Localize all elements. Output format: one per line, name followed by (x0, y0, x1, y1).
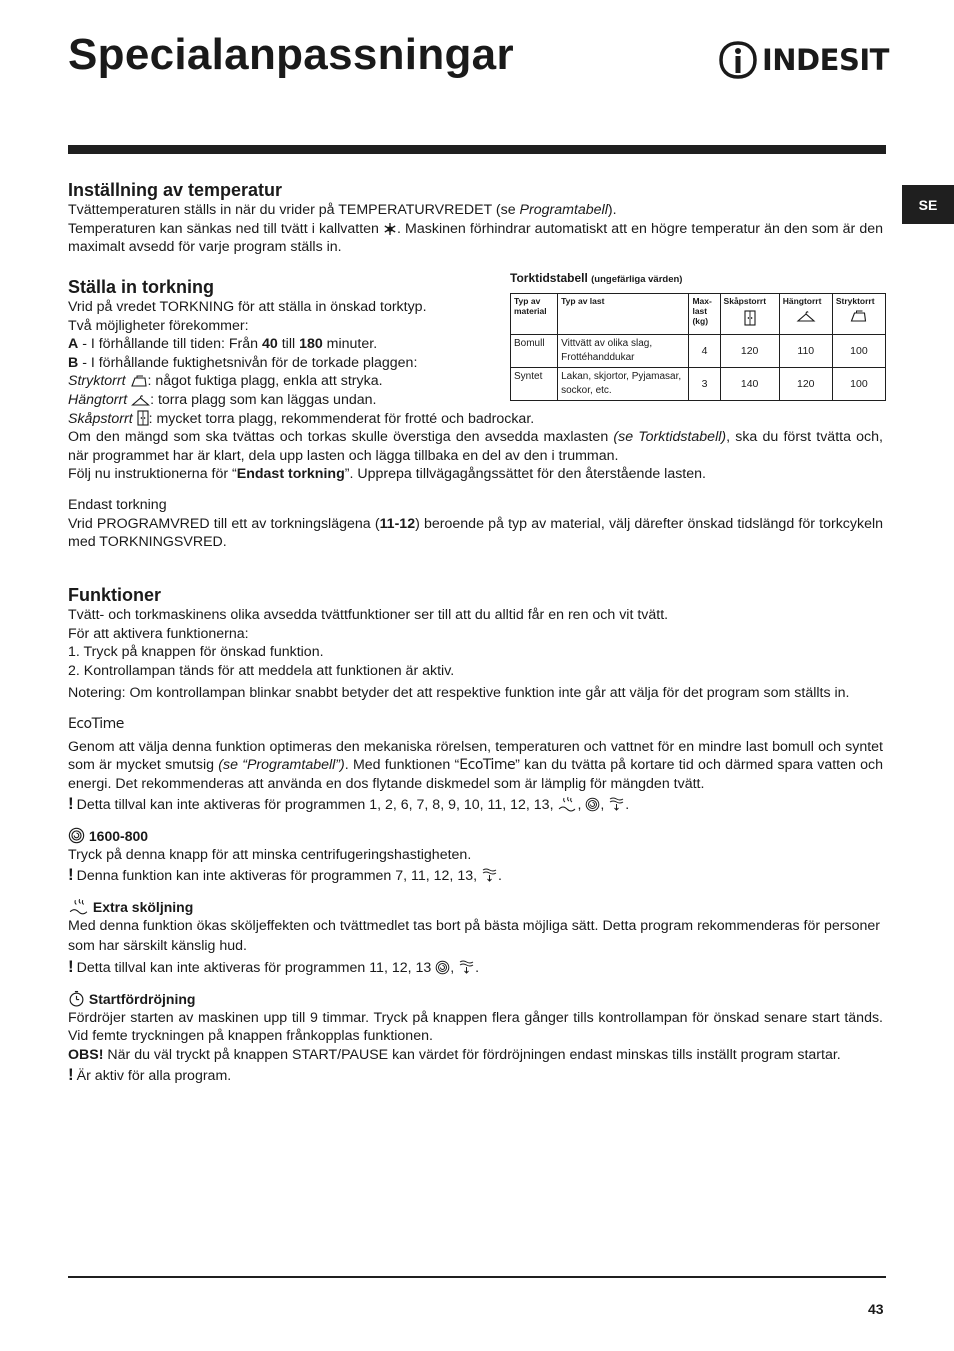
functions-section (68, 584, 883, 1086)
drying-only-heading: Endast torkning (68, 496, 167, 513)
drying-hang-dry: Hängtorrt : torra plagg som kan läggas undan. (68, 391, 377, 408)
table-cell: 3 (689, 368, 720, 401)
header-divider (68, 145, 886, 154)
indesit-logo-icon (718, 40, 758, 80)
functions-heading: Funktioner (68, 585, 161, 605)
drying-follow: Följ nu instruktionerna för “Endast torkning”. Upprepa tillvägagångssättet för den återstående lasten. (68, 466, 706, 483)
drying-time-table-block (510, 271, 888, 401)
iron-icon (130, 375, 148, 388)
hanger-icon (131, 394, 150, 407)
drying-time-table (510, 293, 886, 401)
brand-name: INDESIT (762, 43, 889, 77)
ecotime-warning: ! Detta tillval kan inte aktiveras för programmen 1, 2, 6, 7, 8, 9, 10, 11, 12, 13, , , . (68, 794, 630, 814)
temperature-line1: Tvättemperaturen ställs in när du vrider på TEMPERATURVREDET (se Programtabell). (68, 202, 617, 218)
table-cell: 120 (779, 368, 832, 401)
drying-overload: Om den mängd som ska tvättas och torkas skulle överstiga den avsedda maxlasten (se Torktidstabell), ska du först tvätta och, när programmet har är klart, dela upp lasten och lägga tillbaka en del av den i trumman. (68, 429, 883, 464)
spin-text: Tryck på denna knapp för att minska centrifugeringshastigheten. (68, 846, 472, 863)
drying-option-b: B - I förhållande fuktighetsnivån för de torkade plaggen: (68, 354, 418, 371)
delay-warning: ! Är aktiv för alla program. (68, 1065, 232, 1085)
table-cell: 110 (779, 335, 832, 368)
functions-p2: För att aktivera funktionerna: (68, 625, 249, 642)
table-caption: Torktidstabell (ungefärliga värden) (510, 271, 683, 285)
drain-icon (608, 796, 625, 812)
table-cell: 120 (720, 335, 779, 368)
rinse-warning: ! Detta tillval kan inte aktiveras för programmen 11, 12, 13 , . (68, 957, 480, 977)
table-header: Typ av material (511, 294, 558, 335)
table-row (511, 368, 886, 401)
table-cell: Vittvätt av olika slag, Frottéhanddukar (558, 335, 689, 368)
drain-icon (458, 959, 475, 975)
drying-intro1: Vrid på vredet TORKNING för att ställa in önskad torktyp. (68, 299, 427, 315)
drain-icon (481, 867, 498, 883)
table-row (511, 335, 886, 368)
table-header-iron: Stryktorrt (832, 294, 885, 335)
functions-step1: 1. Tryck på knappen för önskad funktion. (68, 644, 324, 661)
drying-iron-dry: Stryktorrt : något fuktiga plagg, enkla att stryka. (68, 373, 383, 390)
page-number: 43 (868, 1301, 884, 1317)
warning-icon: ! (68, 1065, 74, 1085)
functions-p1: Tvätt- och torkmaskinens olika avsedda tvättfunktioner ser till att du alltid får en ren och vit tvätt. (68, 607, 669, 623)
indesit-logo (718, 40, 889, 80)
functions-step2: 2. Kontrollampan tänds för att meddela att funktionen är aktiv. (68, 662, 455, 679)
delay-heading: Startfördröjning (68, 990, 883, 1009)
table-cell: 100 (832, 335, 885, 368)
iron-icon (849, 310, 868, 323)
table-header-cupboard: Skåpstorrt (720, 294, 779, 335)
warning-icon: ! (68, 957, 74, 977)
spin-heading: 1600-800 (68, 827, 883, 846)
warning-icon: ! (68, 794, 74, 814)
table-header: Typ av last (558, 294, 689, 335)
timer-icon (68, 990, 85, 1007)
cold-water-icon (383, 222, 397, 236)
cupboard-icon (137, 410, 149, 426)
language-tab: SE (902, 185, 954, 224)
table-cell: Bomull (511, 335, 558, 368)
cupboard-icon (744, 310, 756, 326)
drying-cupboard-dry: Skåpstorrt : mycket torra plagg, rekommenderat för frotté och badrockar. (68, 410, 535, 427)
functions-note: Notering: Om kontrollampan blinkar snabbt betyder det att respektive funktion inte går att välja för det program som ställts in. (68, 685, 850, 702)
table-header: Max-last (kg) (689, 294, 720, 335)
delay-text: Fördröjer starten av maskinen upp till 9 timmar. Tryck på knappen flera gånger tills kontrollampan för önskad senare start tänds. Vid femte tryckningen på knappen frånkopplas funktionen. (68, 1009, 883, 1045)
table-cell: Syntet (511, 368, 558, 401)
spin-icon (585, 797, 600, 812)
spin-icon (435, 960, 450, 975)
spin-warning: ! Denna funktion kan inte aktiveras för programmen 7, 11, 12, 13, . (68, 865, 502, 885)
extra-rinse-icon (68, 898, 89, 915)
page-title: Specialanpassningar (68, 30, 514, 79)
table-header-hang: Hängtorrt (779, 294, 832, 335)
table-cell: Lakan, skjortor, Pyjamasar, sockor, etc. (558, 368, 689, 401)
warning-icon: ! (68, 865, 74, 885)
temperature-heading: Inställning av temperatur (68, 180, 283, 200)
ecotime-text: Genom att välja denna funktion optimeras den mekaniska rörelsen, temperaturen och vattnet för en mindre last bomull och syntet som är mycket smutsig (se “Programtabell”). Med funktionen “EcoTime” kan du tvätta på kortare tid och därmed spara vatten och energi. Det rekommenderas att använda en dos flytande diskmedel som är lämplig för mängden tvätt. (68, 738, 884, 792)
rinse-heading: Extra sköljning (68, 898, 883, 917)
drying-only-text: Vrid PROGRAMVRED till ett av torkningslägena (11-12) beroende på typ av material, välj därefter önskad tidslängd för torkcykeln med TORKNINGSVRED. (68, 515, 884, 551)
drying-intro2: Två möjligheter förekommer: (68, 317, 249, 334)
drying-heading: Ställa in torkning (68, 277, 215, 297)
rinse-text: Med denna funktion ökas sköljeffekten och tvättmedlet tas bort på bästa möjliga sätt. Detta program rekommenderas för personer som har särskilt känslig hud. (68, 918, 881, 955)
temperature-section (68, 179, 883, 257)
table-cell: 4 (689, 335, 720, 368)
delay-obs: OBS! När du väl tryckt på knappen START/PAUSE kan värdet för fördröjningen endast minskas tills inställt program startar. (68, 1046, 841, 1063)
rinse-icon (557, 796, 577, 812)
footer-divider (68, 1276, 886, 1278)
temperature-line2: Temperaturen kan sänkas ned till tvätt i kallvatten . Maskinen förhindrar automatiskt att en högre temperatur än den som är den maximalt avsedd för varje program ställs in. (68, 220, 883, 256)
drying-option-a: A - I förhållande till tiden: Från 40 till 180 minuter. (68, 336, 378, 353)
hanger-icon (796, 310, 816, 323)
table-cell: 100 (832, 368, 885, 401)
table-cell: 140 (720, 368, 779, 401)
spin-icon (68, 827, 85, 844)
ecotime-heading: EcoTime (68, 715, 124, 732)
